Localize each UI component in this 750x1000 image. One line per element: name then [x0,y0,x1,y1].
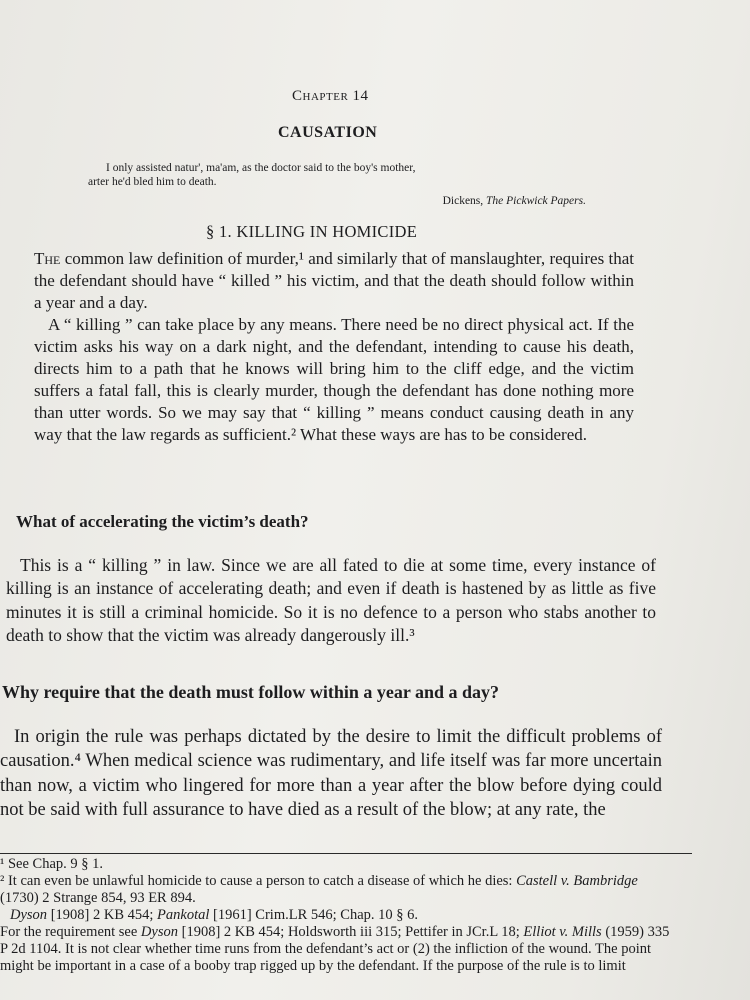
question-2-answer: In origin the rule was perhaps dictated by the desire to limit the difficult problems of causation.⁴ When medical science was rudimentary, and life itself was far more uncertain than now, a victim who lingered for more than a year after the blow before dying could not be said with full assurance to have died as a result of the blow; at any rate, the [0,726,662,820]
footnote-3-case-2: Pankotal [157,907,210,923]
footnote-3-citation: [1908] 2 KB 454; [50,907,154,923]
footnote-4-citation: [1908] 2 KB 454; Holdsworth iii 315; Pettifer in JCr.L 18; [181,924,520,940]
epigraph-work: The Pickwick Papers. [486,195,586,207]
footnote-4-citation-2: (1959) 335 P 2d 1104. It is not clear whether time runs from the defendant’s act or (2) the infliction of the wound. The point might be important in a case of a booby trap rigged up by the defendant. If the purpose of the rule is to limit [0,924,670,974]
footnote-2-citation: (1730) 2 Strange 854, 93 ER 894. [0,890,196,906]
footnote-4 [0,924,680,975]
question-1-heading: What of accelerating the victim’s death? [16,512,309,531]
footnote-4-text: For the requirement see [0,924,138,940]
paragraph-1 [34,248,634,314]
footnote-3-citation-2: [1961] Crim.LR 546; Chap. 10 § 6. [213,907,419,923]
footnote-3 [0,907,680,924]
epigraph-line-1: I only assisted natur', ma'am, as the doctor said to the boy's mother, [106,162,416,174]
footnote-3-case: Dyson [10,907,48,923]
footnote-1: ¹ See Chap. 9 § 1. [0,856,104,872]
chapter-title: CAUSATION [278,124,378,141]
footnotes [0,856,680,975]
footnote-2-case: Castell v. Bambridge [516,873,638,889]
section-heading: § 1. KILLING IN HOMICIDE [206,222,418,241]
paragraph-2: A “ killing ” can take place by any means. There need be no direct physical act. If the victim asks his way on a dark night, and the defendant, intending to cause his death, directs him to a path that he knows will bring him to the cliff edge, and the victim suffers a fatal fall, this is clearly murder, though the defendant has done nothing more than utter words. So we may say that “ killing ” means conduct causing death in any way that the law regards as sufficient.² What these ways are has to be considered. [34,315,634,444]
epigraph-line-2: arter he'd bled him to death. [88,176,217,188]
footnote-divider [0,853,692,854]
footnote-2 [0,873,680,907]
question-1-answer: This is a “ killing ” in law. Since we are all fated to die at some time, every instance of killing is an instance of accelerating death; and even if death is hastened by as little as five minutes it is still a criminal homicide. So it is no defence to a person who stabs another to death to show that the victim was already dangerously ill.³ [6,554,656,645]
epigraph-attribution [88,194,608,208]
footnote-4-case-2: Elliot v. Mills [523,924,602,940]
paragraph-1-lead: The [34,249,61,268]
footnote-2-text: ² It can even be unlawful homicide to cause a person to catch a disease of which he dies: [0,873,513,889]
paragraph-1-body: common law definition of murder,¹ and similarly that of manslaughter, requires that the defendant should have “ killed ” his victim, and that the death should follow within a year and a day. [34,249,634,312]
intro-paragraphs [34,248,634,446]
epigraph [88,161,608,208]
chapter-label: Chapter 14 [292,88,369,104]
footnote-4-case: Dyson [140,924,178,940]
epigraph-author: Dickens, [442,195,484,207]
question-2-heading: Why require that the death must follow within a year and a day? [2,682,500,702]
